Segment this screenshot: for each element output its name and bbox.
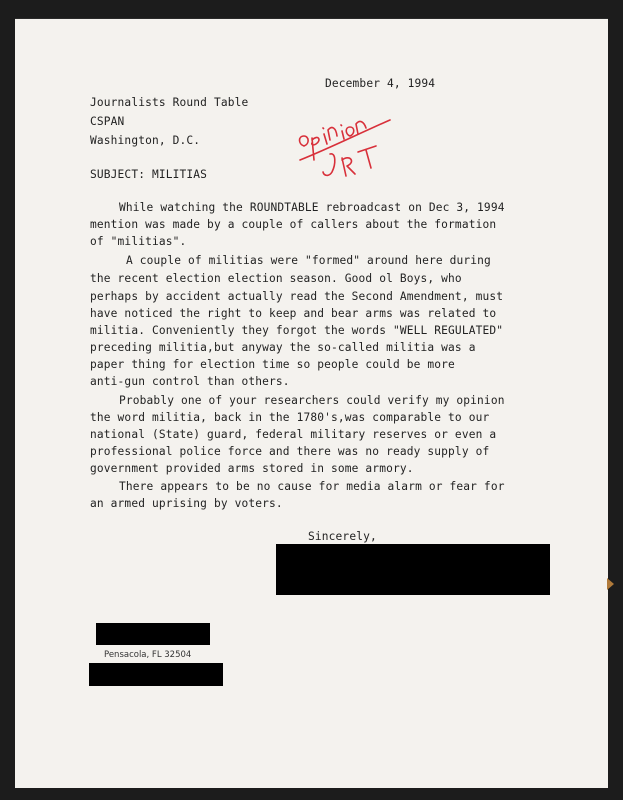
recipient-line-1: Journalists Round Table	[90, 96, 249, 109]
body-line: national (State) guard, federal military reserves or even a	[90, 428, 497, 441]
body-line: professional police force and there was no ready supply of	[90, 445, 490, 458]
body-line: anti-gun control than others.	[90, 375, 290, 388]
body-line: mention was made by a couple of callers about the formation	[90, 218, 497, 231]
recipient-line-2: CSPAN	[90, 115, 125, 128]
sender-name-redaction	[96, 623, 210, 645]
body-line: the word militia, back in the 1780's,was comparable to our	[90, 411, 490, 424]
body-line: have noticed the right to keep and bear arms was related to	[90, 307, 497, 320]
body-line: of "militias".	[90, 235, 187, 248]
body-line: There appears to be no cause for media alarm or fear for	[119, 480, 505, 493]
body-line: perhaps by accident actually read the Second Amendment, must	[90, 290, 504, 303]
body-line: preceding militia,but anyway the so-called militia was a	[90, 341, 476, 354]
body-line: A couple of militias were "formed" around here during	[126, 254, 491, 267]
letter-date: December 4, 1994	[325, 77, 436, 90]
closing: Sincerely,	[308, 530, 377, 543]
body-line: militia. Conveniently they forgot the words "WELL REGULATED"	[90, 324, 504, 337]
recipient-line-3: Washington, D.C.	[90, 134, 201, 147]
page-top-edge	[15, 18, 608, 19]
body-line: paper thing for election time so people could be more	[90, 358, 455, 371]
body-line: government provided arms stored in some armory.	[90, 462, 414, 475]
body-line: Probably one of your researchers could verify my opinion	[119, 394, 505, 407]
signature-redaction	[276, 544, 550, 595]
body-line: While watching the ROUNDTABLE rebroadcast on Dec 3, 1994	[119, 201, 505, 214]
subject-line: SUBJECT: MILITIAS	[90, 168, 208, 181]
sender-city: Pensacola, FL 32504	[104, 650, 192, 660]
handwritten-opinion-annotation	[290, 98, 400, 193]
body-line: the recent election election season. Good ol Boys, who	[90, 272, 462, 285]
body-line: an armed uprising by voters.	[90, 497, 283, 510]
page-tab-marker	[607, 578, 614, 590]
sender-street-redaction	[89, 663, 223, 686]
